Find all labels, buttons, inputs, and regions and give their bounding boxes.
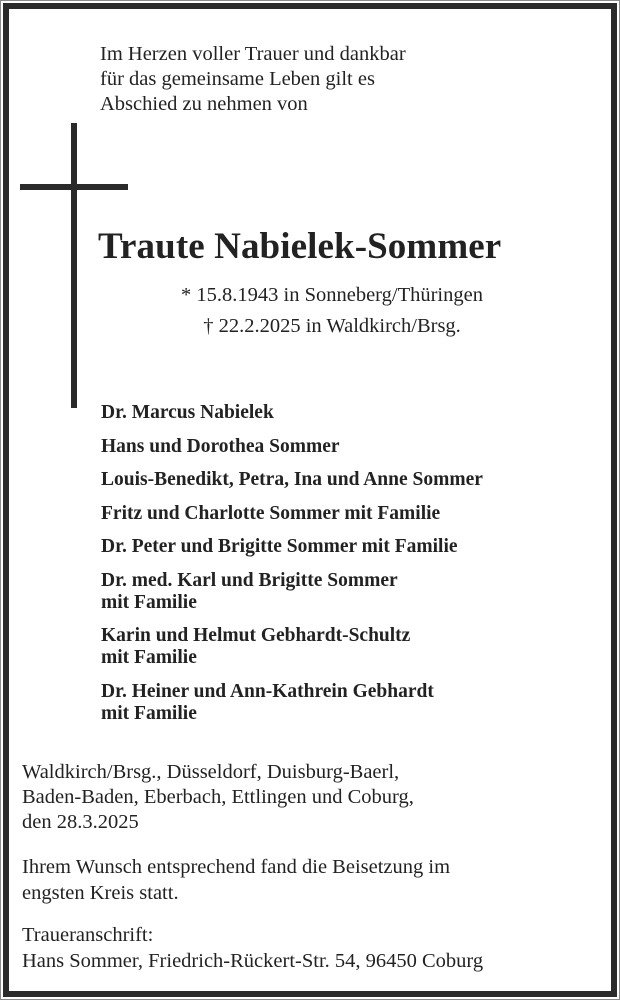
- mourner-line: mit Familie: [101, 591, 197, 613]
- date-line: den 28.3.2025: [22, 811, 139, 833]
- intro-line: Im Herzen voller Trauer und dankbar: [100, 43, 406, 65]
- mourner-line: mit Familie: [101, 647, 197, 668]
- mourning-address: [22, 922, 483, 974]
- burial-notice: [22, 855, 450, 906]
- place-line: Waldkirch/Brsg., Düsseldorf, Duisburg-Baerl,: [22, 761, 400, 783]
- intro-line: Abschied zu nehmen von: [100, 93, 308, 115]
- mourner-entry: [101, 469, 483, 491]
- mourner-line: Dr. Marcus Nabielek: [101, 402, 274, 423]
- cross-vertical-bar: [71, 123, 77, 408]
- mourner-entry: [101, 681, 483, 725]
- death-date: † 22.2.2025 in Waldkirch/Brsg.: [203, 315, 461, 337]
- notice-line: Ihrem Wunsch entsprechend fand die Beisetzung im: [22, 856, 451, 878]
- mourner-line: Hans und Dorothea Sommer: [101, 435, 340, 457]
- mourners-list: [101, 402, 483, 736]
- mourner-line: Dr. Peter und Brigitte Sommer mit Familie: [101, 536, 458, 557]
- intro-line: für das gemeinsame Leben gilt es: [100, 68, 375, 90]
- mourner-line: Louis-Benedikt, Petra, Ina und Anne Sommer: [101, 469, 483, 490]
- place-and-date: [22, 760, 414, 835]
- mourner-entry: [101, 402, 483, 424]
- place-line: Baden-Baden, Eberbach, Ettlingen und Coburg,: [22, 786, 414, 808]
- deceased-name: Traute Nabielek-Sommer: [98, 226, 502, 267]
- birth-date: * 15.8.1943 in Sonneberg/Thüringen: [181, 284, 483, 306]
- mourner-line: Dr. Heiner und Ann-Kathrein Gebhardt: [101, 680, 434, 702]
- address-label: Traueranschrift:: [22, 924, 154, 946]
- mourner-entry: [101, 625, 483, 669]
- mourner-line: Karin und Helmut Gebhardt-Schultz: [101, 625, 411, 646]
- cross-horizontal-bar: [20, 184, 128, 190]
- mourner-line: Fritz und Charlotte Sommer mit Familie: [101, 502, 441, 524]
- mourner-line: Dr. med. Karl und Brigitte Sommer: [101, 569, 398, 591]
- intro-text: [100, 42, 406, 117]
- mourner-entry: [101, 436, 483, 458]
- mourner-entry: [101, 570, 483, 614]
- mourner-entry: [101, 503, 483, 525]
- mourner-entry: [101, 536, 483, 558]
- address-value: Hans Sommer, Friedrich-Rückert-Str. 54, 96450 Coburg: [22, 950, 484, 972]
- notice-line: engsten Kreis statt.: [22, 881, 179, 904]
- life-dates: [100, 280, 564, 342]
- mourner-line: mit Familie: [101, 702, 197, 724]
